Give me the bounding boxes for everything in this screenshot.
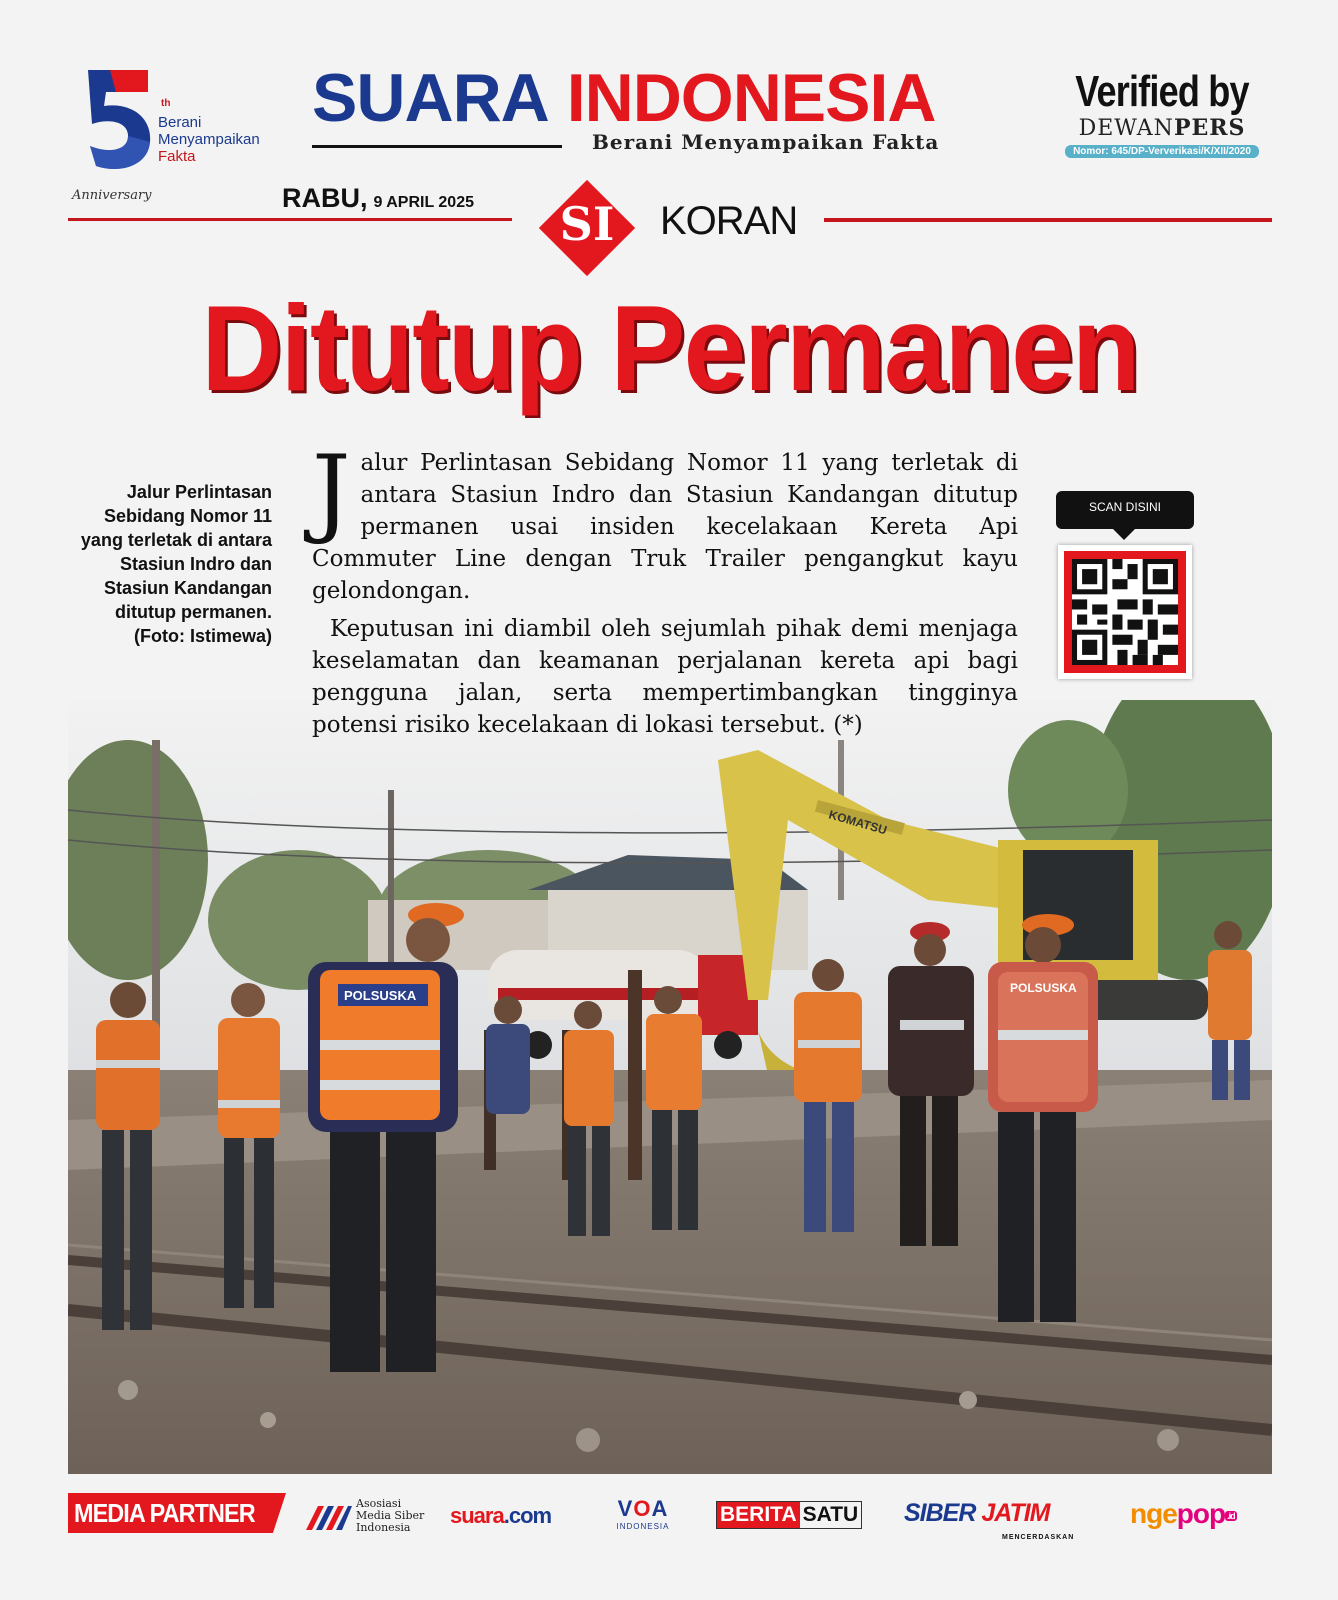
anniversary-slogan: [158, 114, 260, 165]
anniversary-line-1: Berani: [158, 114, 202, 131]
voa-letter-v: V: [617, 1496, 634, 1521]
anniversary-signature: Anniversary: [72, 188, 152, 203]
amsi-line-2: Media Siber: [356, 1509, 425, 1522]
scan-label: SCAN DISINI: [1056, 491, 1194, 529]
masthead-tagline: Berani Menyampaikan Fakta: [592, 130, 940, 154]
article-body: [312, 435, 1018, 747]
partner-logo-siberjatim[interactable]: [904, 1499, 1075, 1541]
anniversary-line-3: Fakta: [158, 148, 196, 165]
vest-label-front: POLSUSKA: [344, 988, 417, 1003]
voa-letters: [612, 1496, 674, 1522]
anniversary-line-2: Menyampaikan: [158, 131, 260, 148]
vest-label-right: POLSUSKA: [1010, 981, 1077, 995]
photo-illustration: [68, 700, 1272, 1474]
excavator-brand: KOMATSU: [827, 807, 889, 838]
amsi-line-1: Asosiasi: [356, 1497, 402, 1510]
qr-code-icon: [1072, 559, 1178, 665]
partner-logo-ngepop[interactable]: [1130, 1499, 1237, 1539]
headline: Ditutup Permanen: [201, 280, 1139, 416]
dewan-pers-logo: [1052, 116, 1272, 141]
amsi-stripes-icon: [306, 1502, 352, 1530]
beritasatu-part-2: SATU: [802, 1503, 859, 1526]
partner-logo-beritasatu[interactable]: [716, 1501, 862, 1529]
ngepop-part-2: pop: [1176, 1498, 1226, 1529]
verified-badge: [1052, 68, 1272, 168]
header-rule-left: [68, 218, 512, 222]
amsi-name: [356, 1498, 424, 1534]
photo-caption: Jalur Perlintasan Sebidang Nomor 11 yang terletak di antara Stasiun Indro dan Stasiun Kandangan ditutup permanen. (Foto: Istimewa): [80, 482, 272, 646]
dewan-pers-part2: PERS: [1173, 115, 1246, 141]
edition-day: RABU,: [282, 183, 368, 213]
siberjatim-tagline: MENCERDASKAN: [1002, 1534, 1075, 1541]
edition-date: 9 APRIL 2025: [373, 194, 474, 211]
dateline: [282, 183, 474, 214]
ngepop-part-1: nge: [1130, 1498, 1177, 1529]
dewan-pers-part1: DEWAN: [1078, 116, 1174, 141]
article-paragraph-2: Keputusan ini diambil oleh sejumlah pihak demi menjaga keselamatan dan keamanan perjalanan kereta api bagi pengguna jalan, serta mempertimbangkan tingginya potensi risiko kecelakaan di lokasi tersebut. (*): [312, 616, 1018, 738]
verified-title: Verified by: [1075, 67, 1249, 116]
qr-frame: [1064, 551, 1186, 673]
amsi-line-3: Indonesia: [356, 1521, 411, 1534]
masthead-suara: SUARA: [312, 60, 549, 136]
media-partner-label: MEDIA PARTNER: [74, 1498, 255, 1528]
masthead-underline: [312, 145, 562, 148]
voa-subtitle: INDONESIA: [616, 1522, 670, 1531]
partner-logo-suara[interactable]: [450, 1503, 551, 1543]
section-name: KORAN: [660, 199, 798, 243]
masthead-title: [312, 58, 936, 138]
scan-arrow-icon: [1111, 527, 1137, 540]
voa-letter-o: O: [633, 1496, 652, 1521]
siberjatim-part-2: JATIM: [981, 1499, 1050, 1527]
anniversary-five-icon: [70, 62, 152, 172]
article-paragraph-1: [312, 435, 1018, 607]
partner-logo-amsi[interactable]: [306, 1496, 430, 1536]
siberjatim-part-1: SIBER: [904, 1499, 976, 1527]
masthead-indonesia: INDONESIA: [566, 60, 936, 136]
voa-letter-a: A: [651, 1496, 669, 1521]
anniversary-superscript: th: [161, 98, 171, 109]
beritasatu-part-1: BERITA: [717, 1502, 800, 1528]
masthead: [312, 58, 1022, 153]
article-dropcap: J: [312, 435, 351, 547]
ngepop-domain: .id: [1227, 1510, 1235, 1521]
partner-logo-voa[interactable]: [612, 1496, 674, 1536]
suara-logo-domain: .com: [503, 1503, 552, 1528]
anniversary-logo: [68, 62, 298, 212]
si-badge: SI: [559, 197, 615, 251]
main-photo: [68, 700, 1272, 1474]
article-paragraph-1-text: alur Perlintasan Sebidang Nomor 11 yang terletak di antara Stasiun Indro dan Stasiun Kandangan ditutup permanen usai insiden kecelakaan Kereta Api Commuter Line dengan Truk Trailer pengangkut kayu gelondongan.: [312, 450, 1018, 604]
qr-code[interactable]: [1058, 545, 1192, 679]
verification-number: Nomor: 645/DP-Ververikasi/K/XII/2020: [1065, 145, 1259, 158]
suara-logo-name: suara: [450, 1503, 504, 1528]
header-rule-right: [824, 218, 1272, 222]
